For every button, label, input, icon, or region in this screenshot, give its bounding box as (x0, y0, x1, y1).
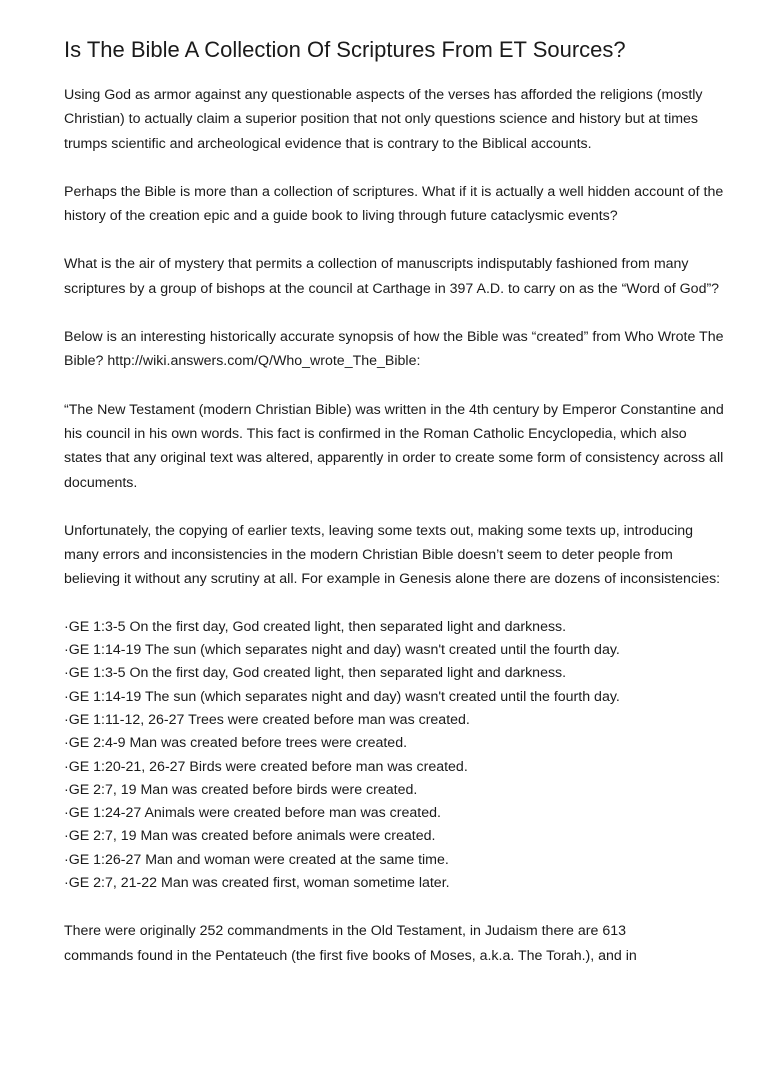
list-item: ·GE 2:7, 19 Man was created before birds were created. (64, 781, 418, 798)
list-item: ·GE 1:11-12, 26-27 Trees were created before man was created. (64, 711, 470, 728)
list-item: ·GE 1:3-5 On the first day, God created light, then separated light and darkness. (64, 665, 567, 682)
list-item: ·GE 2:7, 21-22 Man was created first, woman sometime later. (64, 875, 450, 892)
closing-paragraph (64, 919, 724, 968)
list-item: ·GE 1:20-21, 26-27 Birds were created before man was created. (64, 758, 468, 775)
paragraph-1: Using God as armor against any questionable aspects of the verses has afforded the religions (mostly Christian) to actually claim a superior position that not only questions science and history but at times trumps scientific and archeological evidence that is contrary to the Biblical accounts. (64, 87, 703, 152)
paragraph-2: Perhaps the Bible is more than a collection of scriptures. What if it is actually a well hidden account of the history of the creation epic and a guide book to living through future cataclysmic events? (64, 183, 724, 225)
list-item: ·GE 1:24-27 Animals were created before man was created. (64, 805, 441, 822)
closing-line-1: There were originally 252 commandments in the Old Testament, in Judaism there are 613 (64, 923, 627, 940)
list-item: ·GE 1:3-5 On the first day, God created light, then separated light and darkness. (64, 618, 567, 635)
document-page (64, 36, 724, 968)
list-item: ·GE 2:7, 19 Man was created before animals were created. (64, 828, 436, 845)
paragraph-4: Below is an interesting historically accurate synopsis of how the Bible was “created” from Who Wrote The Bible? http://wiki.answers.com/Q/Who_wrote_The_Bible: (64, 329, 724, 370)
list-item: ·GE 1:14-19 The sun (which separates night and day) wasn't created until the fourth day. (64, 642, 620, 659)
document-title: Is The Bible A Collection Of Scriptures From ET Sources? (64, 37, 626, 62)
paragraph-6: Unfortunately, the copying of earlier texts, leaving some texts out, making some texts up, introducing many errors and inconsistencies in the modern Christian Bible doesn’t seem to deter people from believing it without any scrutiny at all. For example in Genesis alone there are dozens of inconsistencies: (64, 522, 721, 588)
inconsistency-list (64, 616, 724, 896)
list-item: ·GE 1:26-27 Man and woman were created at the same time. (64, 851, 449, 868)
closing-line-2: commands found in the Pentateuch (the first five books of Moses, a.k.a. The Torah.), and in (64, 947, 637, 964)
paragraph-3: What is the air of mystery that permits a collection of manuscripts indisputably fashioned from many scriptures by a group of bishops at the council at Carthage in 397 A.D. to carry on as the “Word of God”? (64, 256, 720, 297)
list-item: ·GE 1:14-19 The sun (which separates night and day) wasn't created until the fourth day. (64, 688, 620, 705)
paragraph-5: “The New Testament (modern Christian Bible) was written in the 4th century by Emperor Constantine and his council in his own words. This fact is confirmed in the Roman Catholic Encyclopedia, which also states that any original text was altered, apparently in order to create some form of consistency across all documents. (64, 401, 724, 491)
list-item: ·GE 2:4-9 Man was created before trees were created. (64, 735, 408, 752)
